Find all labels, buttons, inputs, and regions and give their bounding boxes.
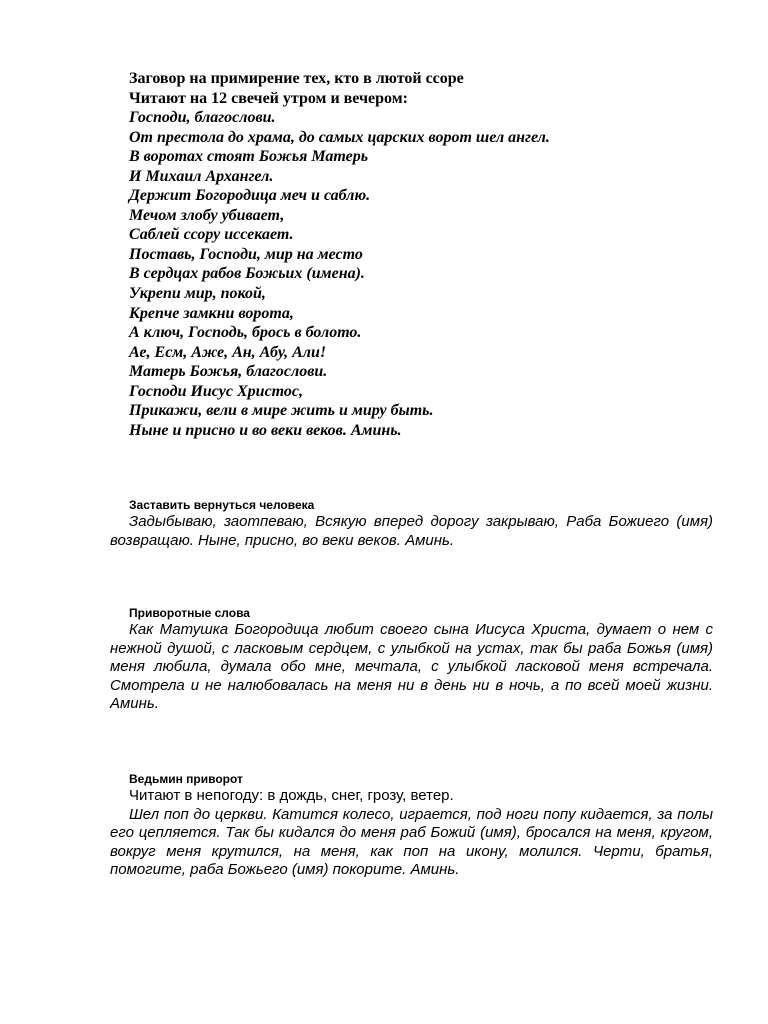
section-love-words bbox=[110, 605, 713, 714]
prayer-line: Саблей ссору иссекает. bbox=[129, 226, 294, 244]
section-text: Задыбываю, заотпеваю, Всякую вперед дорогу закрываю, Раба Божиего (имя) возвращаю. Ныне, присно, во веки веков. Аминь. bbox=[110, 513, 713, 549]
prayer-line: Ае, Есм, Аже, Ан, Абу, Али! bbox=[129, 343, 327, 361]
prayer-line: В сердцах рабов Божьих (имена). bbox=[129, 265, 365, 283]
section-text: Шел поп до церкви. Катится колесо, играется, под ноги попу кидается, за полы его цепляется. Так бы кидался до меня раб Божий (имя), бросался на меня, кругом, вокруг меня крутился, на меня, как поп на икону, молился. Черти, братья, помогите, раба Божьего (имя) покорите. Аминь. bbox=[110, 805, 713, 878]
section-heading: Заставить вернуться человека bbox=[129, 498, 315, 512]
prayer-line: Держит Богородица меч и саблю. bbox=[129, 187, 371, 205]
prayer-line: Мечом злобу убивает, bbox=[129, 206, 285, 224]
prayer-title: Заговор на примирение тех, кто в лютой ссоре bbox=[129, 70, 464, 87]
section-witch-spell bbox=[110, 771, 713, 880]
prayer-line: Укрепи мир, покой, bbox=[129, 285, 266, 303]
prayer-line: Ныне и присно и во веки веков. Аминь. bbox=[129, 421, 402, 439]
section-text: Как Матушка Богородица любит своего сына Иисуса Христа, думает о нем с нежной душой, с ласковым сердцем, с улыбкой на устах, так бы раба Божья (имя) меня любила, думала обо мне, мечтала, с улыбкой ласковой меня встречала. Смотрела и не налюбовалась на меня ни в день ни в ночь, а по всей моей жизни. Аминь. bbox=[110, 621, 713, 712]
prayer-line: Господи, благослови. bbox=[129, 109, 276, 127]
prayer-line: Крепче замкни ворота, bbox=[129, 304, 294, 322]
prayer-line: Матерь Божья, благослови. bbox=[129, 363, 328, 381]
section-heading: Ведьмин приворот bbox=[129, 772, 243, 786]
prayer-line: Поставь, Господи, мир на место bbox=[129, 245, 363, 263]
prayer-line: От престола до храма, до самых царских ворот шел ангел. bbox=[129, 128, 550, 146]
prayer-reconciliation bbox=[129, 69, 689, 440]
prayer-line: В воротах стоят Божья Матерь bbox=[129, 148, 369, 166]
section-note: Читают в непогоду: в дождь, снег, грозу, ветер. bbox=[129, 787, 454, 804]
section-heading: Приворотные слова bbox=[129, 606, 250, 620]
prayer-line: Прикажи, вели в мире жить и миру быть. bbox=[129, 402, 434, 420]
prayer-subtitle: Читают на 12 свечей утром и вечером: bbox=[129, 89, 408, 107]
section-return-person bbox=[110, 497, 713, 550]
prayer-line: И Михаил Архангел. bbox=[129, 167, 274, 185]
prayer-line: А ключ, Господь, брось в болото. bbox=[129, 324, 362, 342]
prayer-line: Господи Иисус Христос, bbox=[129, 382, 304, 400]
